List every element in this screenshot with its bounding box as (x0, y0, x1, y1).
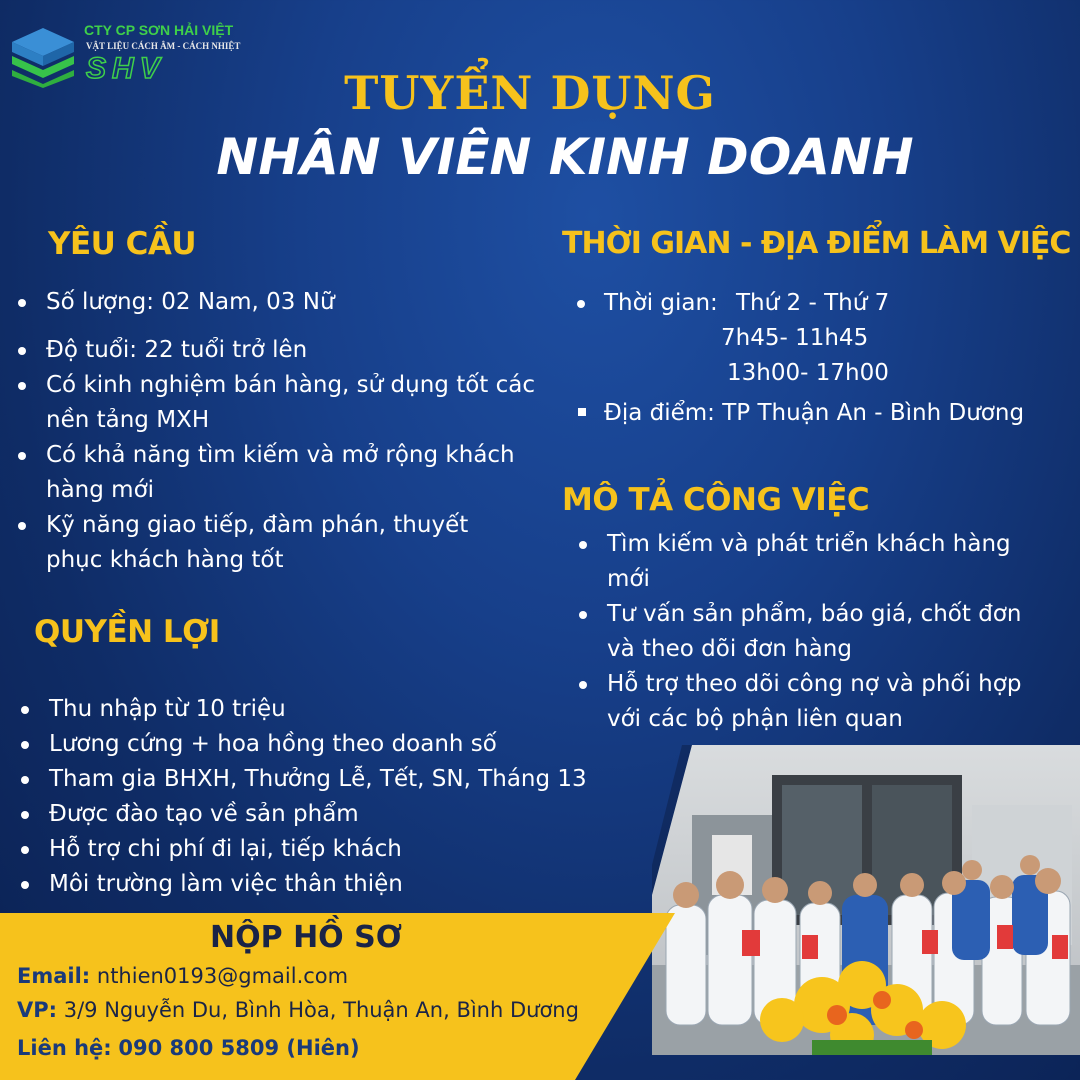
requirements-heading: YÊU CẦU (48, 226, 197, 262)
worktime-days: Thứ 2 - Thứ 7 (736, 290, 890, 316)
list-item: Thu nhập từ 10 triệu (19, 692, 639, 727)
email-label: Email: (17, 964, 91, 988)
requirements-list (16, 285, 556, 578)
list-item: Được đào tạo về sản phẩm (19, 797, 639, 832)
worktime-shift-afternoon: 13h00- 17h00 (727, 360, 889, 386)
list-item: Hỗ trợ chi phí đi lại, tiếp khách (19, 832, 639, 867)
worktime-heading: THỜI GIAN - ĐỊA ĐIỂM LÀM VIỆC (562, 226, 1071, 261)
list-item: Độ tuổi: 22 tuổi trở lên (16, 333, 556, 368)
contact-heading: NỘP HỒ SƠ (210, 920, 402, 955)
contact-phone[interactable]: 090 800 5809 (Hiên) (118, 1036, 360, 1060)
list-item: Tham gia BHXH, Thưởng Lễ, Tết, SN, Tháng 13 (19, 762, 639, 797)
logo-company-name: CTY CP SƠN HẢI VIỆT (84, 22, 234, 38)
benefits-heading: QUYỀN LỢI (34, 614, 220, 650)
work-location: Địa điểm: TP Thuận An - Bình Dương (604, 400, 1025, 426)
office-label: VP: (17, 998, 58, 1022)
contact-email[interactable]: nthien0193@gmail.com (96, 964, 349, 988)
worktime-shift-morning: 7h45- 11h45 (721, 325, 869, 351)
list-item: Tìm kiếm và phát triển khách hàng mới (577, 527, 1057, 597)
list-item: Có khả năng tìm kiếm và mở rộng khách hàng mới (16, 438, 556, 508)
list-item: Hỗ trợ theo dõi công nợ và phối hợp với các bộ phận liên quan (577, 667, 1057, 737)
list-item: Số lượng: 02 Nam, 03 Nữ (16, 285, 556, 320)
list-item: Có kinh nghiệm bán hàng, sử dụng tốt các nền tảng MXH (16, 368, 556, 438)
worktime-label: Thời gian: (604, 290, 718, 316)
list-item: Tư vấn sản phẩm, báo giá, chốt đơn và theo dõi đơn hàng (577, 597, 1057, 667)
contact-email-line (17, 964, 348, 988)
contact-office-address: 3/9 Nguyễn Du, Bình Hòa, Thuận An, Bình Dương (63, 998, 579, 1022)
list-item: Lương cứng + hoa hồng theo doanh số (19, 727, 639, 762)
logo-tagline: VẬT LIỆU CÁCH ÂM - CÁCH NHIỆT (86, 41, 241, 51)
bullet-icon (577, 300, 587, 310)
contact-phone-line (17, 1036, 360, 1060)
phone-label: Liên hệ: (17, 1036, 112, 1060)
list-item: Môi trường làm việc thân thiện (19, 867, 639, 902)
square-bullet-icon (578, 408, 586, 416)
logo-brand: SHV (86, 52, 166, 85)
list-item: Kỹ năng giao tiếp, đàm phán, thuyết phục khách hàng tốt (16, 508, 556, 578)
job-description-list (577, 527, 1057, 737)
page-title: TUYỂN DỤNG (344, 66, 716, 120)
job-description-heading: MÔ TẢ CÔNG VIỆC (562, 482, 870, 518)
benefits-list (19, 692, 639, 902)
page-subtitle: NHÂN VIÊN KINH DOANH (216, 128, 914, 186)
contact-office-line (17, 998, 579, 1022)
